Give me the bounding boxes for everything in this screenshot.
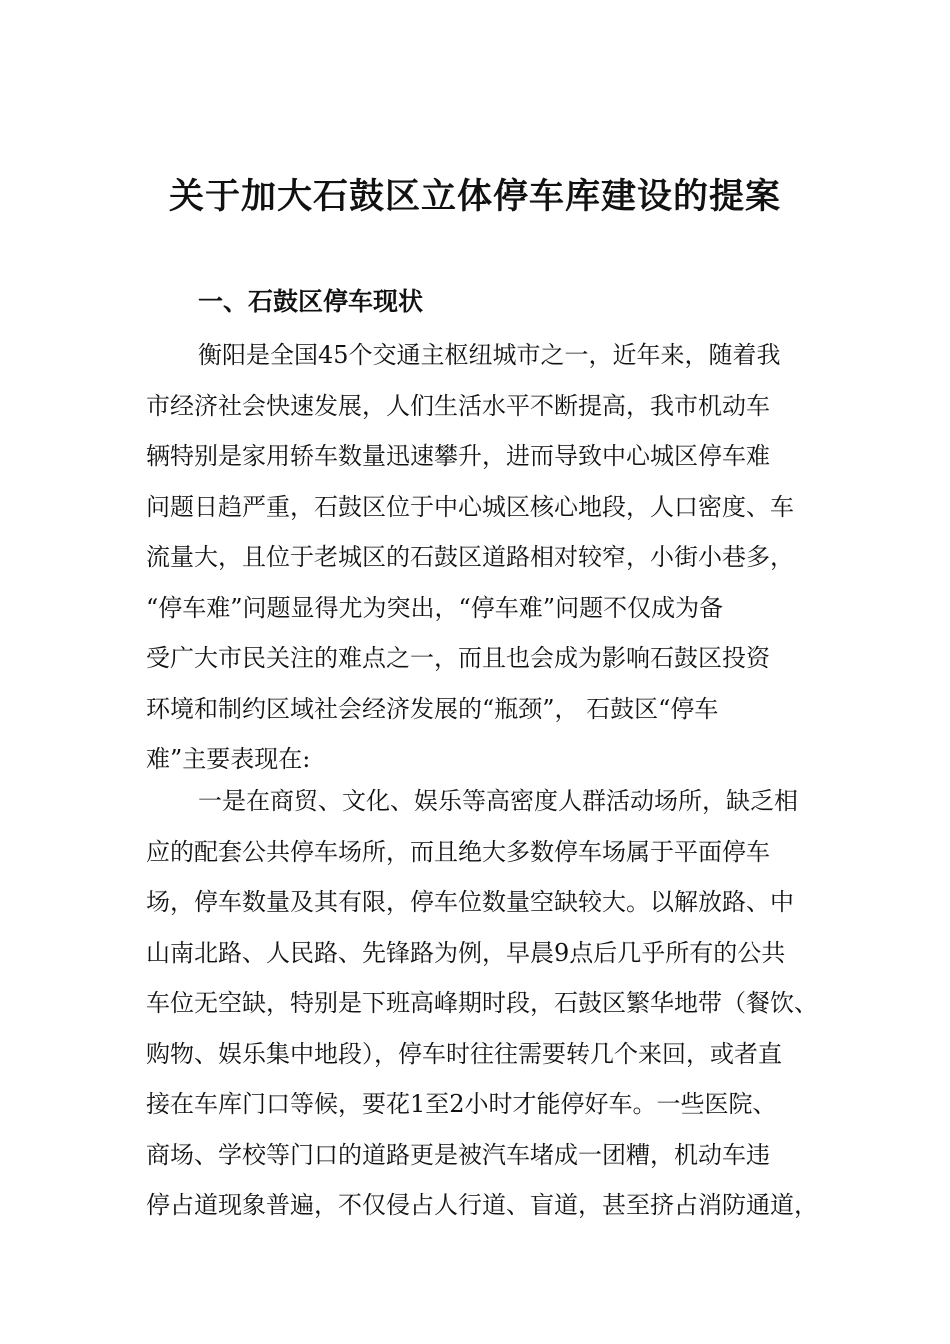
paragraph-line: 山南北路、人民路、先锋路为例，早晨9点后几乎所有的公共: [146, 938, 786, 967]
paragraph-line: 问题日趋严重，石鼓区位于中心城区核心地段，人口密度、车: [146, 492, 794, 521]
paragraph-line: 环境和制约区域社会经济发展的“瓶颈”， 石鼓区“停车: [146, 694, 719, 723]
paragraph-line: 流量大，且位于老城区的石鼓区道路相对较窄，小街小巷多，: [146, 543, 794, 571]
paragraph-line: 应的配套公共停车场所，而且绝大多数停车场属于平面停车: [146, 837, 770, 866]
paragraph-line: 衡阳是全国45个交通主枢纽城市之一，近年来，随着我: [198, 341, 781, 369]
paragraph-line: 停占道现象普遍，不仅侵占人行道、盲道，甚至挤占消防通道，: [146, 1191, 818, 1219]
paragraph-first-issue: [146, 776, 818, 1231]
paragraph-line: 接在车库门口等候，要花1至2小时才能停好车。一些医院、: [146, 1090, 777, 1118]
paragraph-line: 市经济社会快速发展，人们生活水平不断提高，我市机动车: [146, 391, 770, 420]
document-title: 关于加大石鼓区立体停车库建设的提案: [168, 176, 781, 217]
paragraph-line: “停车难”问题显得尤为突出，“停车难”问题不仅成为备: [146, 593, 724, 622]
section-heading: 一、石鼓区停车现状: [198, 287, 424, 316]
paragraph-current-situation: [146, 330, 811, 785]
paragraph-line: 场，停车数量及其有限，停车位数量空缺较大。以解放路、中: [146, 888, 794, 916]
paragraph-line: 受广大市民关注的难点之一，而且也会成为影响石鼓区投资: [146, 644, 770, 672]
paragraph-line: 购物、娱乐集中地段），停车时往往需要转几个来回，或者直: [146, 1039, 782, 1068]
paragraph-line: 商场、学校等门口的道路更是被汽车堵成一团糟，机动车违: [146, 1140, 770, 1169]
paragraph-line: 一是在商贸、文化、娱乐等高密度人群活动场所，缺乏相: [198, 787, 798, 815]
paragraph-line: 辆特别是家用轿车数量迅速攀升，进而导致中心城区停车难: [146, 442, 770, 470]
paragraph-line: 难”主要表现在:: [146, 745, 311, 773]
paragraph-line: 车位无空缺，特别是下班高峰期时段，石鼓区繁华地带（餐饮、: [146, 989, 818, 1017]
